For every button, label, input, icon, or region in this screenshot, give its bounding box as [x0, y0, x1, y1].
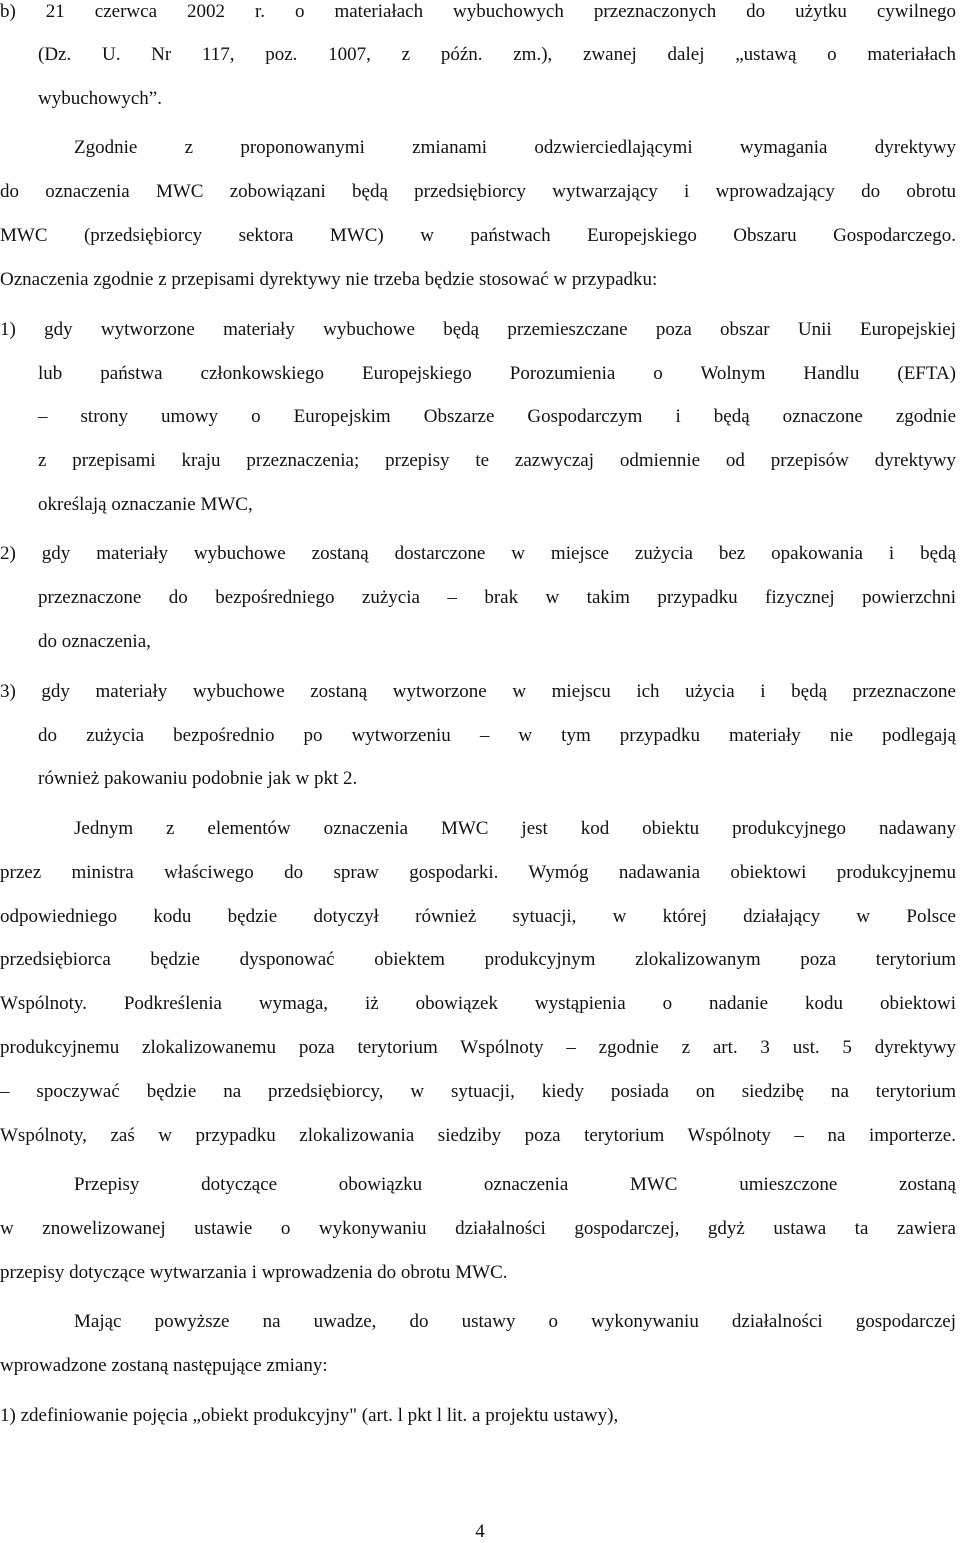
text-line: 3) gdy materiały wybuchowe zostaną wytworzone w miejscu ich użycia i będą przeznaczone: [0, 681, 956, 702]
text-line: również pakowaniu podobnie jak w pkt 2.: [38, 768, 358, 789]
text-line: Wspólnoty. Podkreślenia wymaga, iż obowiązek wystąpienia o nadanie kodu obiektowi: [0, 993, 956, 1014]
text-line: odpowiedniego kodu będzie dotyczył również sytuacji, w której działający w Polsce: [0, 906, 956, 927]
text-line: lub państwa członkowskiego Europejskiego Porozumienia o Wolnym Handlu (EFTA): [38, 363, 956, 384]
text-line: Zgodnie z proponowanymi zmianami odzwierciedlającymi wymagania dyrektywy: [74, 137, 956, 158]
text-line: przeznaczone do bezpośredniego zużycia – brak w takim przypadku fizycznej powierzchni: [38, 587, 956, 608]
text-line: Jednym z elementów oznaczenia MWC jest kod obiektu produkcyjnego nadawany: [74, 818, 956, 839]
text-line: do oznaczenia MWC zobowiązani będą przedsiębiorcy wytwarzający i wprowadzający do obrotu: [0, 181, 956, 202]
text-line: – spoczywać będzie na przedsiębiorcy, w sytuacji, kiedy posiada on siedzibę na terytorium: [0, 1081, 956, 1102]
text-line: do zużycia bezpośrednio po wytworzeniu – w tym przypadku materiały nie podlegają: [38, 725, 956, 746]
text-line: Oznaczenia zgodnie z przepisami dyrektywy nie trzeba będzie stosować w przypadku:: [0, 269, 658, 290]
text-line: wybuchowych”.: [38, 88, 162, 109]
text-line: 1) gdy wytworzone materiały wybuchowe będą przemieszczane poza obszar Unii Europejskiej: [0, 319, 956, 340]
text-line: Przepisy dotyczące obowiązku oznaczenia MWC umieszczone zostaną: [74, 1174, 956, 1195]
text-line: Wspólnoty, zaś w przypadku zlokalizowania siedziby poza terytorium Wspólnoty – na importerze.: [0, 1125, 956, 1146]
text-line: – strony umowy o Europejskim Obszarze Gospodarczym i będą oznaczone zgodnie: [38, 406, 956, 427]
text-line: przepisy dotyczące wytwarzania i wprowadzenia do obrotu MWC.: [0, 1262, 508, 1283]
text-line: z przepisami kraju przeznaczenia; przepisy te zazwyczaj odmiennie od przepisów dyrektywy: [38, 450, 956, 471]
text-line: (Dz. U. Nr 117, poz. 1007, z późn. zm.), zwanej dalej „ustawą o materiałach: [38, 44, 956, 65]
page-number: 4: [475, 1521, 485, 1542]
text-line: produkcyjnemu zlokalizowanemu poza terytorium Wspólnoty – zgodnie z art. 3 ust. 5 dyrektywy: [0, 1037, 956, 1058]
text-line: przedsiębiorca będzie dysponować obiektem produkcyjnym zlokalizowanym poza terytorium: [0, 949, 956, 970]
text-line: określają oznaczanie MWC,: [38, 494, 253, 515]
text-line: Mając powyższe na uwadze, do ustawy o wykonywaniu działalności gospodarczej: [74, 1311, 956, 1332]
text-line: przez ministra właściwego do spraw gospodarki. Wymóg nadawania obiektowi produkcyjnemu: [0, 862, 956, 883]
text-line: MWC (przedsiębiorcy sektora MWC) w państwach Europejskiego Obszaru Gospodarczego.: [0, 225, 956, 246]
text-line: wprowadzone zostaną następujące zmiany:: [0, 1355, 328, 1376]
text-line: 2) gdy materiały wybuchowe zostaną dostarczone w miejsce zużycia bez opakowania i będą: [0, 543, 956, 564]
text-line: b) 21 czerwca 2002 r. o materiałach wybuchowych przeznaczonych do użytku cywilnego: [0, 1, 956, 22]
text-line: w znowelizowanej ustawie o wykonywaniu działalności gospodarczej, gdyż ustawa ta zawiera: [0, 1218, 956, 1239]
text-line: 1) zdefiniowanie pojęcia „obiekt produkcyjny" (art. l pkt l lit. a projektu ustawy),: [0, 1405, 619, 1426]
text-line: do oznaczenia,: [38, 631, 151, 652]
